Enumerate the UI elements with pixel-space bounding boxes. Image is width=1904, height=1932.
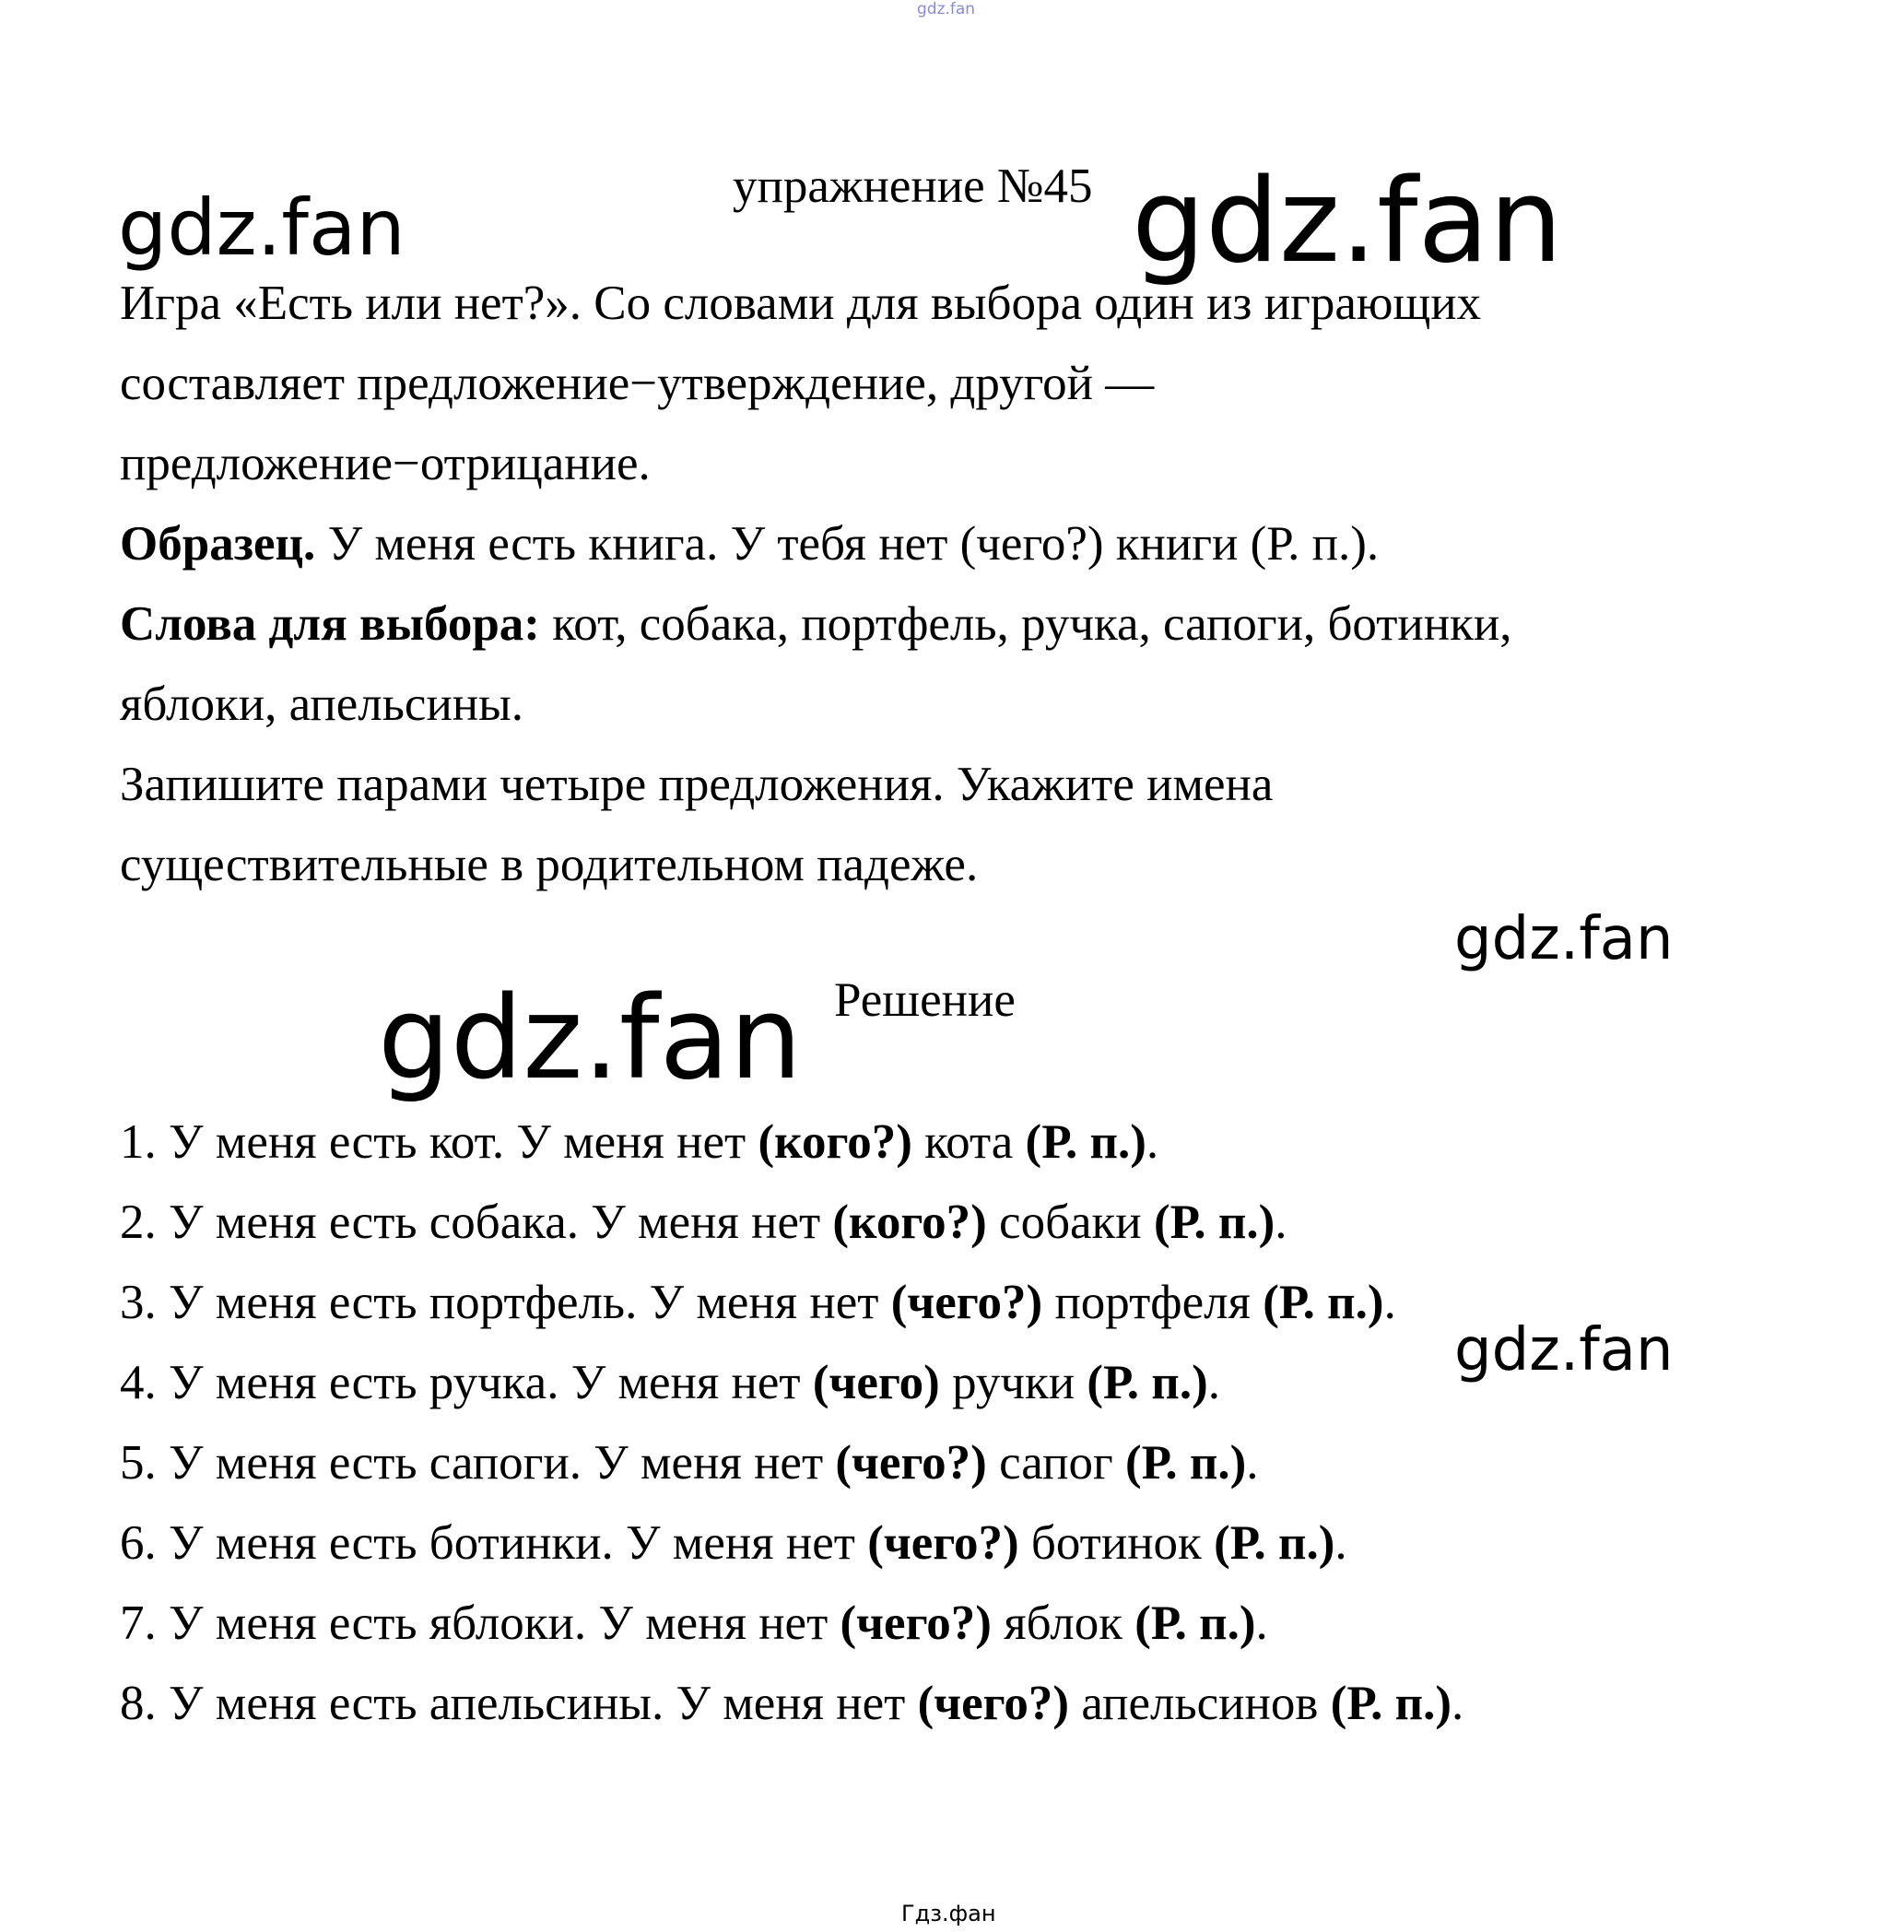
answer-end: . [1275,1196,1287,1249]
answer-word: яблок [991,1596,1135,1650]
answer-case: (Р. п.) [1124,1436,1247,1490]
watermark-4: gdz.fan [378,972,803,1105]
answer-word: сапог [986,1436,1125,1490]
answer-text: 8. У меня есть апельсины. У меня нет [120,1677,918,1730]
answer-text: 5. У меня есть сапоги. У меня нет [120,1436,836,1490]
solution-label: Решение [834,973,1016,1027]
task-line-2: составляет предложение−утверждение, другой — [120,357,1155,410]
watermark-2: gdz.fan [1132,153,1563,289]
top-watermark: gdz.fan [917,0,976,18]
watermark-5: gdz.fan [1454,1316,1674,1384]
answer-line [120,1115,1159,1169]
watermark-1: gdz.fan [118,183,405,273]
watermark-3: gdz.fan [1454,905,1674,973]
answer-text: 3. У меня есть портфель. У меня нет [120,1276,891,1329]
answer-line [120,1356,1220,1409]
exercise-title: упражнение №45 [733,159,1093,213]
answer-question: (чего?) [917,1677,1070,1730]
answer-end: . [1452,1677,1464,1730]
answer-line [120,1596,1268,1650]
answer-question: (чего?) [840,1596,992,1650]
answer-question: (чего?) [890,1276,1043,1329]
answer-text: 2. У меня есть собака. У меня нет [120,1196,833,1249]
answer-text: 4. У меня есть ручка. У меня нет [120,1356,813,1409]
answer-end: . [1246,1436,1259,1490]
words-text: кот, собака, портфель, ручка, сапоги, ботинки, [539,597,1512,651]
answer-word: собаки [986,1196,1154,1249]
answer-case: (Р. п.) [1214,1516,1335,1570]
answer-case: (Р. п.) [1087,1356,1208,1409]
answer-end: . [1383,1276,1396,1329]
answer-line [120,1679,1463,1728]
sample-text: У меня есть книга. У тебя нет (чего?) книги (Р. п.). [315,517,1380,571]
answer-line [120,1516,1347,1570]
answer-question: (кого?) [758,1115,912,1169]
answer-line [120,1436,1259,1490]
answer-text: 1. У меня есть кот. У меня нет [120,1115,758,1169]
answer-text: 6. У меня есть ботинки. У меня нет [120,1516,868,1570]
words-line-2: яблоки, апельсины. [120,677,524,731]
instruction-line-2: существительные в родительном падеже. [120,838,979,891]
answer-word: ботинок [1018,1516,1215,1570]
sample-line [120,517,1380,571]
answer-end: . [1255,1596,1268,1650]
footer-text: Гдз.фан [901,1901,996,1926]
answer-end: . [1146,1115,1159,1169]
answer-word: портфеля [1042,1276,1263,1329]
answer-case: (Р. п.) [1025,1115,1146,1169]
answer-end: . [1334,1516,1347,1570]
answer-case: (Р. п.) [1153,1196,1275,1249]
answer-end: . [1207,1356,1220,1409]
answer-line [120,1198,1287,1247]
answer-text: 7. У меня есть яблоки. У меня нет [120,1596,840,1650]
answer-case: (Р. п.) [1330,1677,1452,1730]
answer-case: (Р. п.) [1134,1596,1256,1650]
answer-word: кота [911,1115,1026,1169]
answer-word: ручки [939,1356,1087,1409]
answer-question: (чего) [812,1356,940,1409]
answer-word: апельсинов [1069,1677,1331,1730]
task-line-1: Игра «Есть или нет?». Со словами для выбора один из играющих [120,277,1482,330]
answer-question: (чего?) [867,1516,1019,1570]
answer-question: (кого?) [832,1196,987,1249]
words-label: Слова для выбора: [120,597,540,651]
sample-label: Образец. [120,517,316,571]
instruction-line-1: Запишите парами четыре предложения. Укажите имена [120,758,1274,811]
words-line [120,597,1512,651]
answer-line [120,1278,1396,1327]
task-line-3: предложение−отрицание. [120,437,651,490]
answer-case: (Р. п.) [1263,1276,1384,1329]
answer-question: (чего?) [835,1436,987,1490]
